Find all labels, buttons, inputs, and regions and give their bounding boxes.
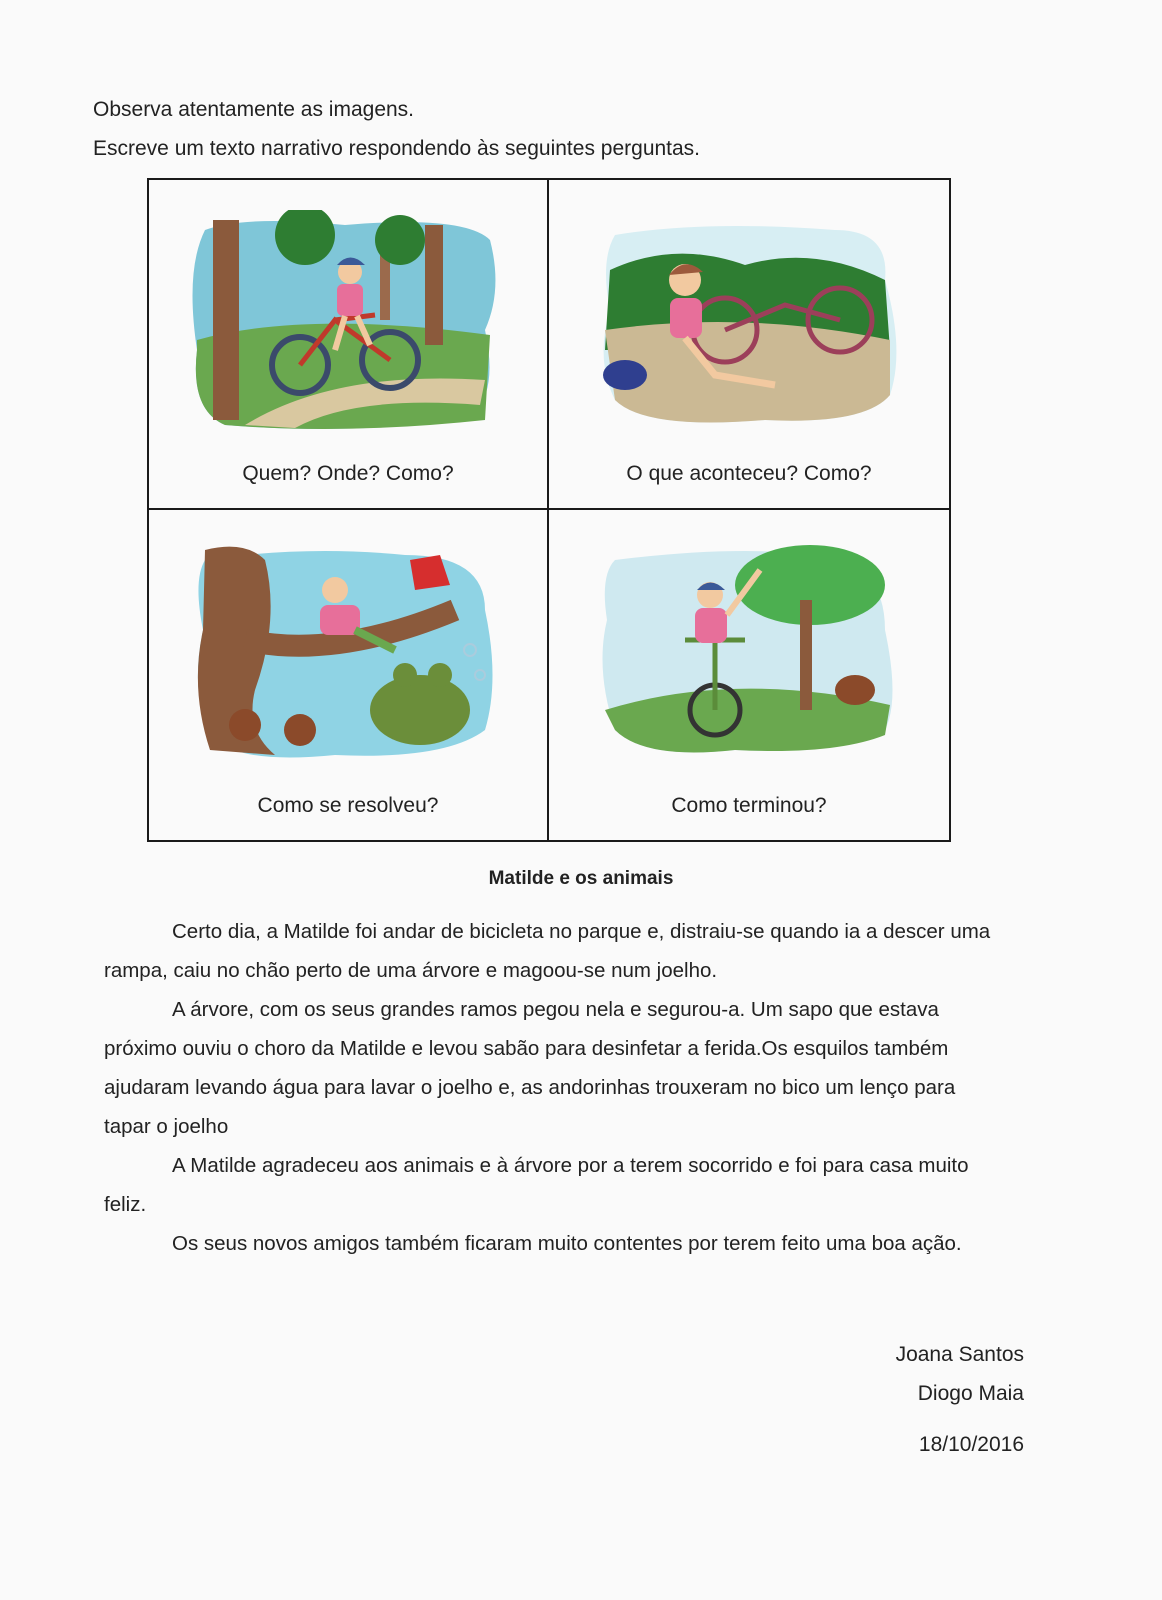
- instruction-line-2: Escreve um texto narrativo respondendo às seguintes perguntas.: [93, 137, 701, 160]
- picture-grid: [147, 178, 951, 842]
- panel-1: [149, 180, 549, 510]
- girl-fallen-illustration: [585, 210, 905, 435]
- author-1: Joana Santos: [895, 1343, 1024, 1366]
- story-paragraph-2: A árvore, com os seus grandes ramos pegou nela e segurou-a. Um sapo que estava próximo ouviu o choro da Matilde e levou sabão para desinfetar a ferida.Os esquilos também ajudaram levando água para lavar o joelho e, as andorinhas trouxeram no bico um lenço para tapar o joelho: [104, 998, 956, 1138]
- panel-2: [549, 180, 949, 510]
- panel-4: [549, 510, 949, 840]
- story-paragraph-1: Certo dia, a Matilde foi andar de bicicleta no parque e, distraiu-se quando ia a descer uma rampa, caiu no chão perto de uma árvore e magoou-se num joelho.: [104, 920, 991, 982]
- panel-3-caption: Como se resolveu?: [257, 794, 439, 817]
- girl-riding-bike-illustration: [185, 210, 505, 435]
- story-title: Matilde e os animais: [488, 868, 674, 889]
- story-paragraph-4: Os seus novos amigos também ficaram muito contentes por terem feito uma boa ação.: [172, 1232, 962, 1255]
- panel-2-caption: O que aconteceu? Como?: [626, 462, 872, 485]
- story-text: [104, 912, 1004, 1263]
- author-2: Diogo Maia: [917, 1382, 1024, 1405]
- panel-3: [149, 510, 549, 840]
- story-paragraph-3: A Matilde agradeceu aos animais e à árvore por a terem socorrido e foi para casa muito feliz.: [104, 1154, 969, 1216]
- panel-4-caption: Como terminou?: [671, 794, 827, 817]
- girl-waving-illustration: [585, 540, 905, 765]
- instruction-line-1: Observa atentamente as imagens.: [93, 98, 415, 121]
- panel-1-caption: Quem? Onde? Como?: [242, 462, 454, 485]
- date: 18/10/2016: [918, 1433, 1024, 1456]
- tree-frog-squirrels-illustration: [185, 540, 505, 765]
